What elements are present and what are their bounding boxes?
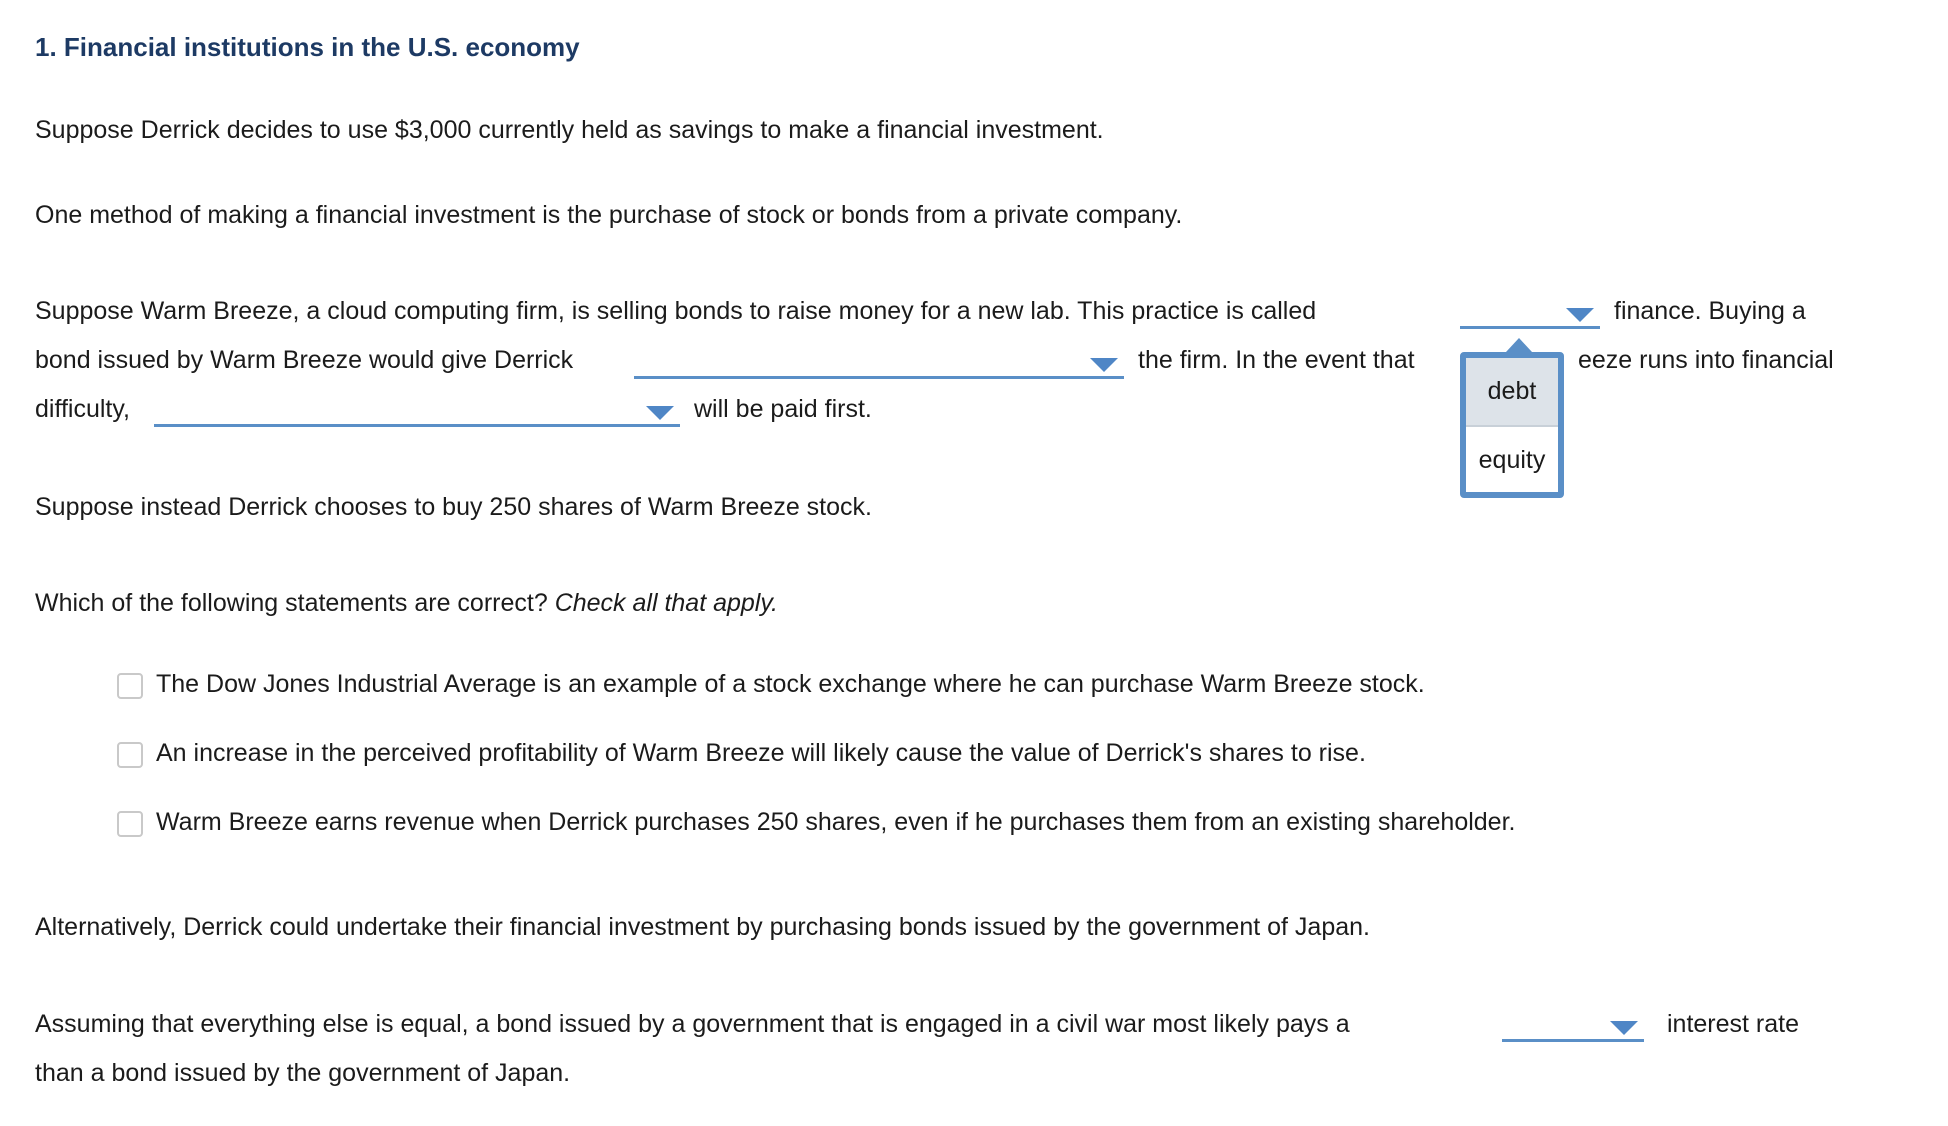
paragraph-savings: Suppose Derrick decides to use $3,000 currently held as savings to make a financial investment.	[35, 116, 1104, 144]
caret-up-icon	[1506, 338, 1532, 352]
bond-relationship-dropdown[interactable]	[634, 350, 1124, 379]
finance-type-dropdown[interactable]	[1460, 300, 1600, 329]
page-title: 1. Financial institutions in the U.S. economy	[35, 32, 580, 62]
checkbox-profitability[interactable]	[117, 742, 143, 768]
paragraph-japan-bonds: Alternatively, Derrick could undertake their financial investment by purchasing bonds issued by the government of Japan.	[35, 913, 1370, 941]
checkbox-dow-jones[interactable]	[117, 673, 143, 699]
statement-dow-jones: The Dow Jones Industrial Average is an example of a stock exchange where he can purchase Warm Breeze stock.	[156, 670, 1425, 698]
q1-line2-suffix: eeze runs into financial	[1578, 346, 1834, 374]
q3-line1-suffix: interest rate	[1667, 1010, 1800, 1038]
option-debt[interactable]: debt	[1466, 358, 1558, 427]
q1-line2-text: bond issued by Warm Breeze would give Derrick	[35, 346, 574, 374]
q3-line2-text: than a bond issued by the government of Japan.	[35, 1059, 571, 1087]
paragraph-stock: Suppose instead Derrick chooses to buy 250 shares of Warm Breeze stock.	[35, 493, 872, 521]
paragraph-method: One method of making a financial investment is the purchase of stock or bonds from a private company.	[35, 201, 1183, 229]
chevron-down-icon	[1566, 308, 1594, 322]
chevron-down-icon	[1090, 358, 1118, 372]
q1-line1-suffix: finance. Buying a	[1614, 297, 1806, 325]
option-equity[interactable]: equity	[1478, 446, 1546, 474]
q1-line2-middle: the firm. In the event that	[1138, 346, 1415, 374]
paid-first-dropdown[interactable]	[154, 398, 680, 427]
q1-line3-suffix: will be paid first.	[694, 395, 872, 423]
q2-hint: Check all that apply.	[554, 589, 778, 617]
statement-revenue: Warm Breeze earns revenue when Derrick purchases 250 shares, even if he purchases them from an existing shareholder.	[156, 808, 1516, 836]
q1-line1-text: Suppose Warm Breeze, a cloud computing firm, is selling bonds to raise money for a new lab. This practice is called	[35, 297, 1317, 325]
q2-prompt	[35, 579, 778, 627]
finance-type-options-popup	[1460, 352, 1564, 498]
checkbox-revenue[interactable]	[117, 811, 143, 837]
q3-line1-text: Assuming that everything else is equal, a bond issued by a government that is engaged in a civil war most likely pays a	[35, 1010, 1350, 1038]
q2-question: Which of the following statements are correct?	[35, 589, 548, 617]
q1-line3-text: difficulty,	[35, 395, 130, 423]
chevron-down-icon	[646, 406, 674, 420]
interest-rate-dropdown[interactable]	[1502, 1013, 1644, 1042]
chevron-down-icon	[1610, 1021, 1638, 1035]
statement-profitability: An increase in the perceived profitability of Warm Breeze will likely cause the value of Derrick's shares to rise.	[156, 739, 1366, 767]
